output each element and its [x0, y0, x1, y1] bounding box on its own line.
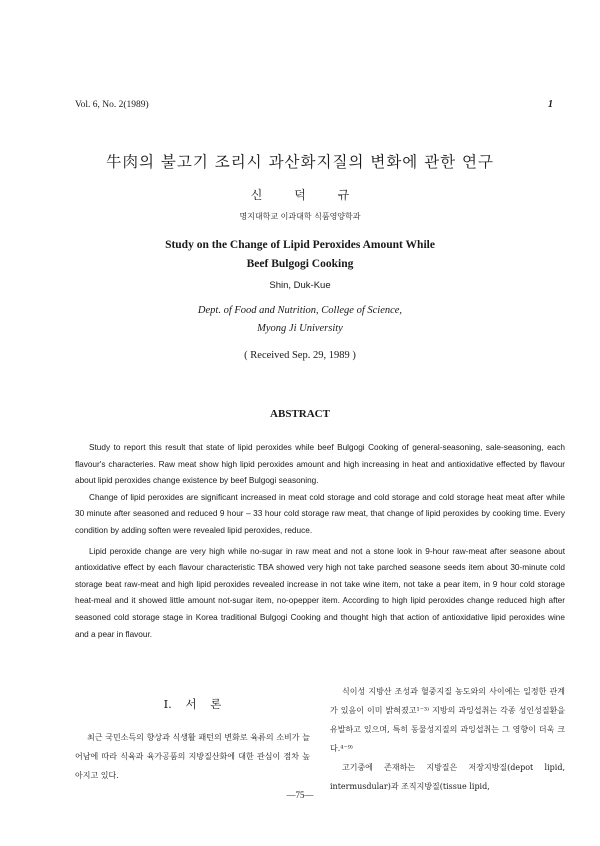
left-column: [75, 728, 310, 785]
journal-reference: Vol. 6, No. 2(1989): [75, 100, 149, 110]
english-affiliation: [0, 302, 600, 338]
english-author: Shin, Duk-Kue: [269, 280, 331, 291]
english-title: [0, 236, 600, 274]
english-title-line-1: Study on the Change of Lipid Peroxides Amount While: [165, 239, 435, 251]
abstract-paragraph-1: Study to report this result that state of lipid peroxides while beef Bulgogi Cooking of general-seasoning, sale-seasoning, each flavour's characteries. Raw meat show high lipid peroxides amount and high increasing in heat and antioxidative effected by flavour about lipid peroxides change existence by beef Bulgogi seasoning.: [75, 443, 565, 486]
right-column: [330, 682, 565, 796]
received-date: ( Received Sep. 29, 1989 ): [244, 350, 356, 361]
english-affiliation-line-2: Myong Ji University: [257, 323, 343, 334]
korean-affiliation: 명지대학교 이과대학 식품영양학과: [239, 212, 361, 221]
abstract-body: [75, 440, 565, 643]
abstract-paragraph-2: Change of lipid peroxides are significant increased in meat cold storage and cold storage and cold storage heat meat after while 30 minute after seasoned and reduced 9 hour – 33 hour cold storage raw meat, that change of lipid peroxides by cooking time. Every condition by adding soften were revealed lipid peroxides, reduce.: [75, 492, 565, 535]
right-column-paragraph-2: 고기중에 존재하는 지방질은 저장지방질(depot lipid, intermusdular)과 조직지방질(tissue lipid,: [330, 763, 565, 791]
korean-author: 신 덕 규: [250, 188, 350, 202]
abstract-heading: ABSTRACT: [270, 408, 330, 420]
abstract-paragraph-3: Lipid peroxide change are very high while no-sugar in raw meat and not a stone look in 9-hour raw-meat after seasone about antioxidative effect by each flavour characteristic TBA showed very high not take parched seasone seeds item about 30-minute cold storage beat raw-meat and high lipid peroxides revealed increase in not take wine item, not take a pear item, in 9 hour cold storage heat-meal and it showed little amount not-sugar item, no-opepper item. According to high lipid peroxides change reduced high after seasoned cold storage stage in Korea traditional Bulgogi Cooking and thought high that action of antioxidative lipid peroxides wine and a pear in flavour.: [75, 546, 565, 639]
introduction-paragraph: 최근 국민소득의 향상과 식생활 패턴의 변화로 육류의 소비가 늘어남에 따라 식육과 육가공품의 지방질산화에 대한 관심이 점차 높아지고 있다.: [75, 733, 310, 780]
right-column-paragraph-1: 식이성 지방산 조성과 혈중지질 농도와의 사이에는 일정한 관계가 있음이 이미 밝혀졌고¹⁻³⁾ 지방의 과잉섭취는 각종 성인성질환을 유발하고 있으며, 특히 동물성지질의 과잉섭취는 그 영향이 더욱 크다.⁴⁻⁹⁾: [330, 687, 565, 753]
english-title-line-2: Beef Bulgogi Cooking: [246, 258, 354, 270]
english-affiliation-line-1: Dept. of Food and Nutrition, College of Science,: [197, 305, 403, 316]
korean-title: 牛肉의 불고기 조리시 과산화지질의 변화에 관한 연구: [105, 153, 495, 171]
section-heading-introduction: I. 서 론: [163, 697, 222, 711]
page-number: —75—: [286, 790, 314, 800]
page-mark: 1: [548, 99, 553, 110]
